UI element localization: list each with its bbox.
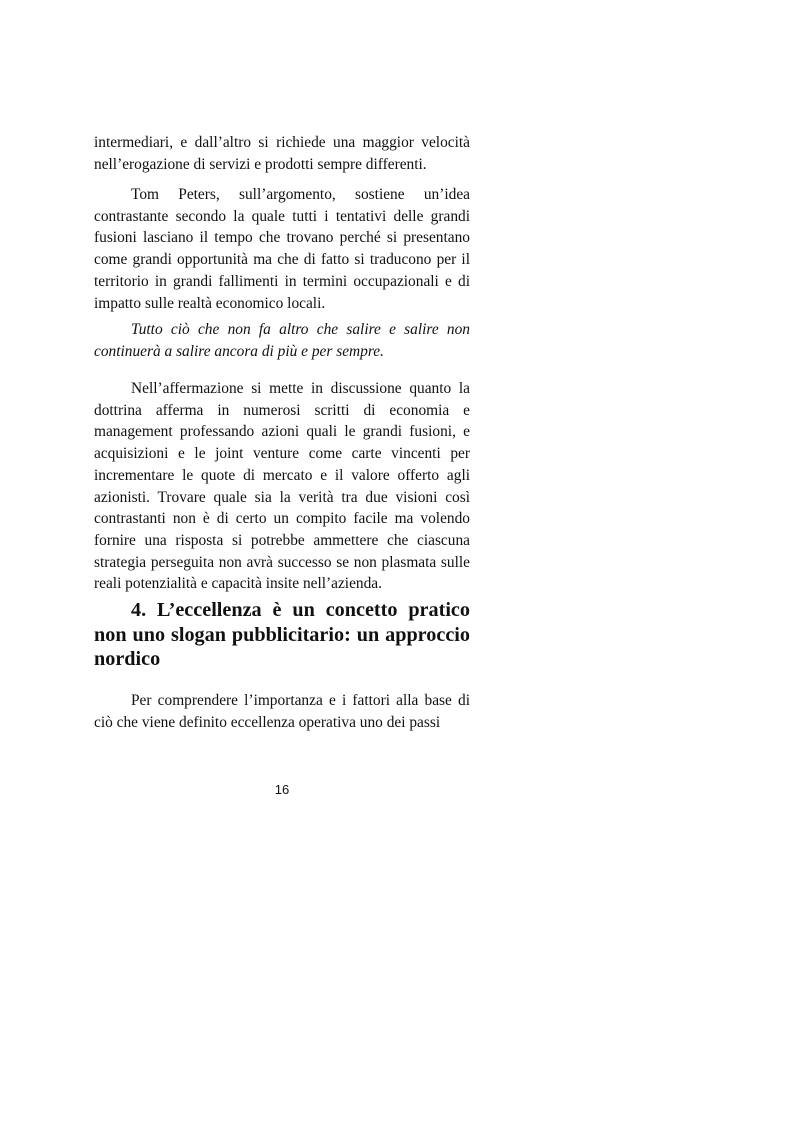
paragraph-text: intermediari, e dall’altro si richiede una maggior velocità nell’erogazione di servizi e prodotti sempre differenti. <box>94 134 470 173</box>
quote-text: Tutto ciò che non fa altro che salire e salire non continuerà a salire ancora di più e per sempre. <box>94 321 470 360</box>
paragraph-analysis <box>94 378 470 595</box>
paragraph-text: Nell’affermazione si mette in discussione quanto la dottrina afferma in numerosi scritti di economia e management professando azioni quali le grandi fusioni, e acquisizioni e le joint venture come carte vincenti per incrementare le quote di mercato e il valore offerto agli azionisti. Trovare quale sia la verità tra due visioni così contrastanti non è di certo un compito facile ma volendo fornire una risposta si potrebbe ammettere che ciascuna strategia perseguita non avrà successo se non plasmata sulle reali potenzialità e capacità insite nell’azienda. <box>94 380 470 593</box>
italic-quote <box>94 319 470 362</box>
paragraph-tom-peters <box>94 184 470 314</box>
paragraph-section-intro <box>94 690 470 733</box>
section-heading: 4. L’eccellenza è un concetto pratico non uno slogan pubblicitario: un approccio nordico <box>94 599 470 671</box>
paragraph-continuation <box>94 132 470 175</box>
page-number: 16 <box>274 782 290 797</box>
paragraph-text: Per comprendere l’importanza e i fattori alla base di ciò che viene definito eccellenza operativa uno dei passi <box>94 692 470 731</box>
paragraph-text: Tom Peters, sull’argomento, sostiene un’idea contrastante secondo la quale tutti i tentativi delle grandi fusioni lasciano il tempo che trovano perché si presentano come grandi opportunità ma che di fatto si traducono per il territorio in grandi fallimenti in termini occupazionali e di impatto sulle realtà economico locali. <box>94 186 470 312</box>
